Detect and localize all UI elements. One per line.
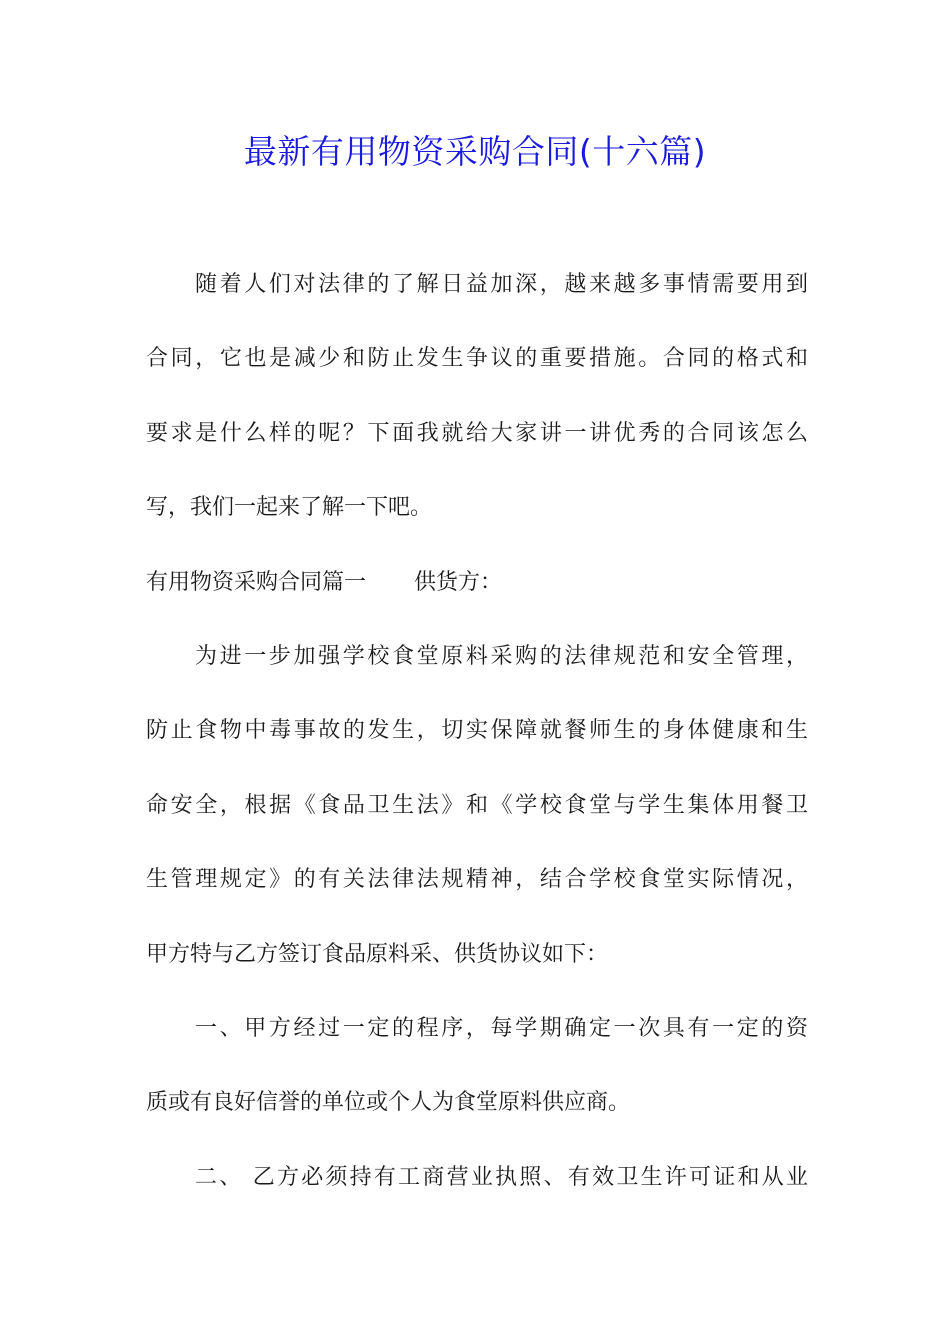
section-heading-line — [146, 546, 808, 620]
paragraph-line: 为进一步加强学校食堂原料采购的法律规范和安全管理， — [195, 643, 808, 669]
document-body — [146, 248, 808, 1215]
clause-line: 质或有良好信誉的单位或个人为食堂原料供应商。 — [146, 1090, 631, 1116]
paragraph-line: 防止食物中毒事故的发生，切实保障就餐师生的身体健康和生 — [146, 718, 808, 744]
paragraph-line: 写，我们一起来了解一下吧。 — [146, 495, 433, 521]
paragraph-line: 命安全，根据《食品卫生法》和《学校食堂与学生集体用餐卫 — [146, 792, 808, 818]
paragraph-line: 要求是什么样的呢？下面我就给大家讲一讲优秀的合同该怎么 — [146, 420, 808, 446]
document-title: 最新有用物资采购合同(十六篇) — [243, 132, 707, 171]
section-heading: 有用物资采购合同篇一 — [146, 569, 367, 595]
paragraph-line: 甲方特与乙方签订食品原料采、供货协议如下： — [146, 941, 609, 967]
paragraph-line: 随着人们对法律的了解日益加深，越来越多事情需要用到 — [195, 272, 808, 297]
clause-line: 一、甲方经过一定的程序，每学期确定一次具有一定的资 — [195, 1015, 808, 1041]
paragraph-line: 生管理规定》的有关法律法规精神，结合学校食堂实际情况， — [146, 867, 808, 893]
clause-line: 二、 乙方必须持有工商营业执照、有效卫生许可证和从业 — [195, 1164, 808, 1190]
supplier-label: 供货方： — [414, 569, 503, 595]
paragraph-line: 合同，它也是减少和防止发生争议的重要措施。合同的格式和 — [146, 346, 808, 372]
